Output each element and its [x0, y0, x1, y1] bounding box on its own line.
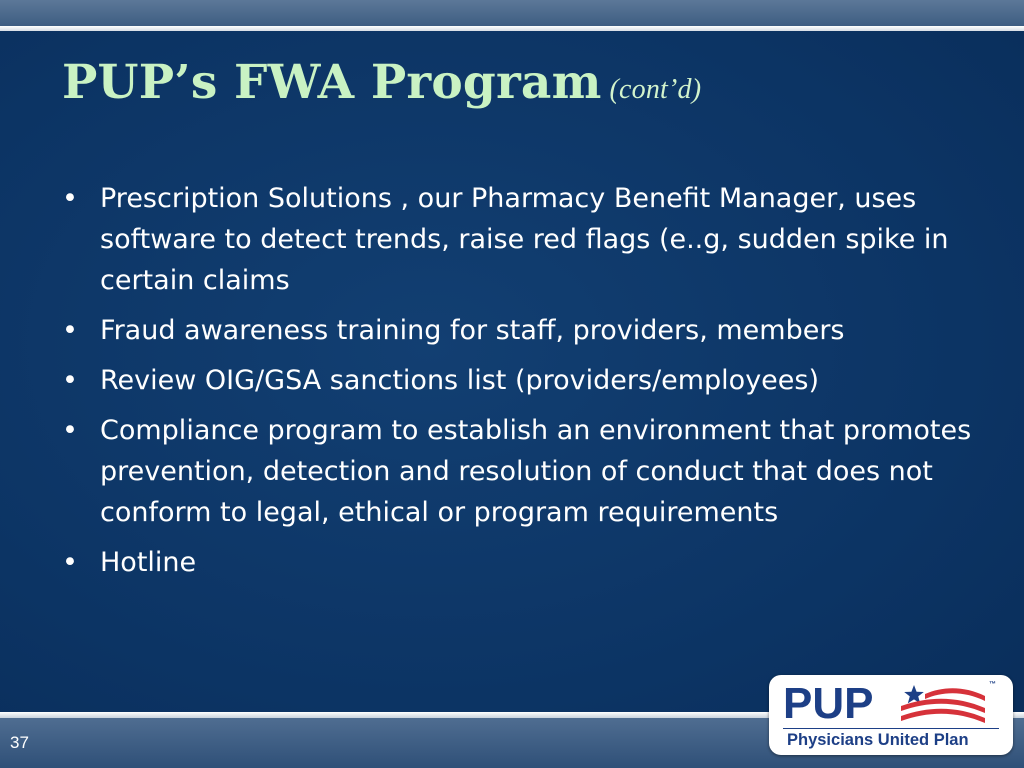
star-and-stripes-flag-icon	[899, 684, 989, 724]
bullet-item	[62, 542, 992, 583]
bullet-dot: •	[62, 315, 78, 346]
bullet-item	[62, 360, 992, 401]
bullet-item	[62, 310, 992, 351]
bullet-text: Fraud awareness training for staff, providers, members	[100, 315, 845, 346]
top-band	[0, 0, 1024, 26]
bullet-list	[62, 178, 992, 592]
slide-title	[62, 56, 701, 110]
title-suffix: (cont’d)	[609, 74, 702, 105]
bullet-item	[62, 178, 992, 301]
logo-rule	[783, 728, 999, 729]
bullet-text: Compliance program to establish an environment that promotes prevention, detection and resolution of conduct that does not conform to legal, ethical or program requirements	[100, 415, 972, 528]
bullet-dot: •	[62, 415, 78, 446]
logo-trademark: ™	[989, 681, 996, 688]
bullet-text: Review OIG/GSA sanctions list (providers/employees)	[100, 365, 820, 396]
pup-logo	[769, 675, 1013, 755]
bullet-dot: •	[62, 183, 78, 214]
flag-stripe	[901, 709, 985, 723]
top-divider	[0, 26, 1024, 31]
bullet-dot: •	[62, 365, 78, 396]
title-text: PUP’s FWA Program	[62, 55, 602, 110]
page-number: 37	[10, 733, 29, 752]
logo-wordmark: PUP	[783, 679, 874, 728]
bullet-text: Prescription Solutions , our Pharmacy Benefit Manager, uses software to detect trends, raise red flags (e..g, sudden spike in certain claims	[100, 183, 949, 296]
logo-company-name: Physicians United Plan	[787, 731, 969, 749]
bullet-text: Hotline	[100, 547, 197, 578]
bullet-item	[62, 410, 992, 533]
bullet-dot: •	[62, 547, 78, 578]
